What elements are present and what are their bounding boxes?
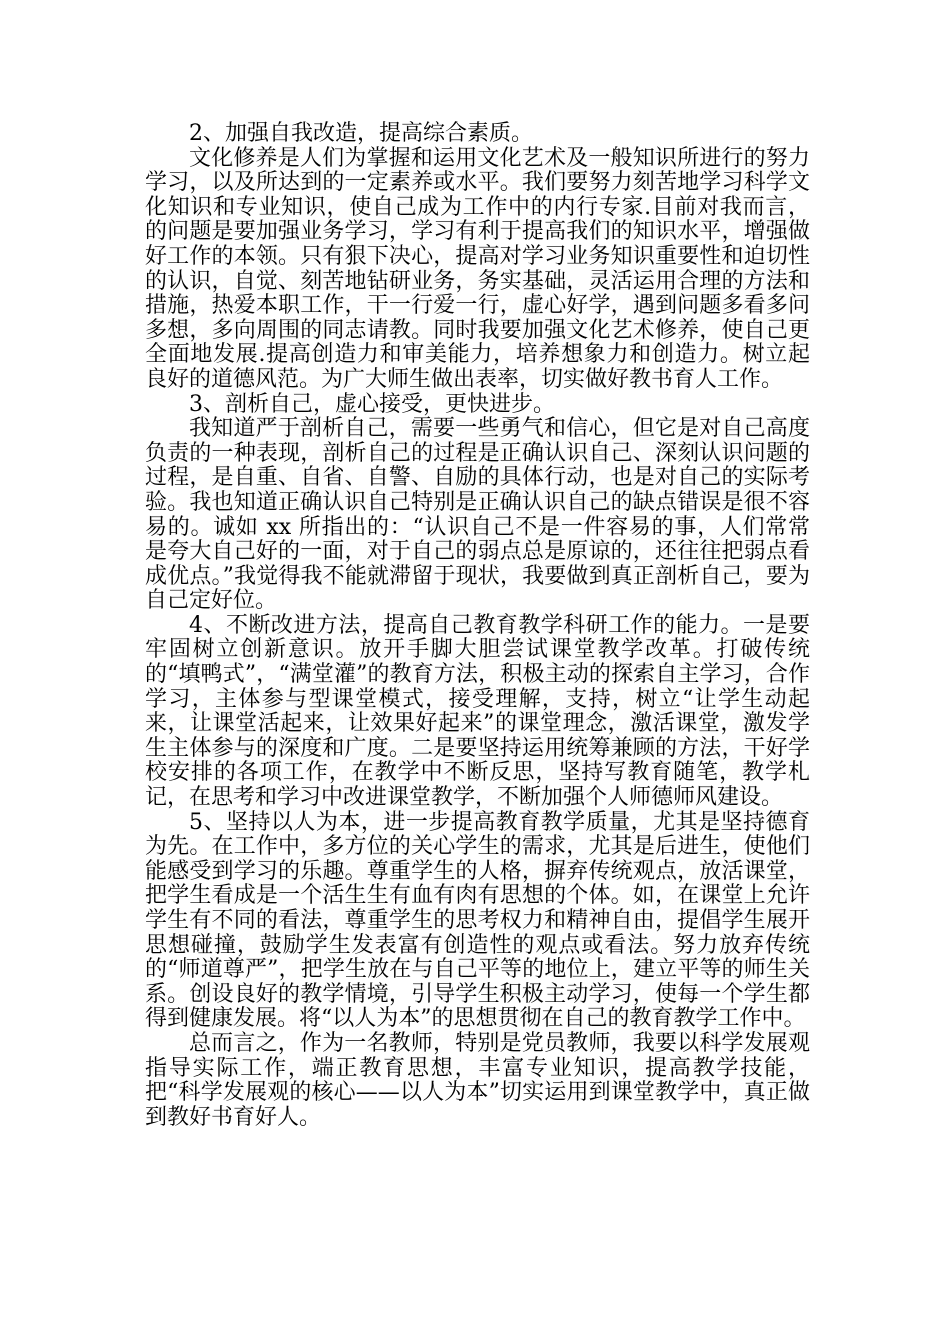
document-body: [145, 122, 810, 1130]
paragraph-section-4: 4、不断改进方法，提高自己教育教学科研工作的能力。一是要牢固树立创新意识。放开手脚大胆尝试课堂教学改革。打破传统的“填鸭式”，“满堂灌”的教育方法，积极主动的探索自主学习，合作学习，主体参与型课堂模式，接受理解，支持，树立“让学生动起来，让课堂活起来，让效果好起来”的课堂理念，激活课堂，激发学生主体参与的深度和广度。二是要坚持运用统筹兼顾的方法，干好学校安排的各项工作，在教学中不断反思，坚持写教育随笔，教学札记，在思考和学习中改进课堂教学，不断加强个人师德师风建设。: [145, 612, 810, 811]
section-heading-3: 3、剖析自己，虚心接受，更快进步。: [189, 391, 555, 417]
section-heading-2: 2、加强自我改造，提高综合素质。: [189, 121, 533, 146]
paragraph-conclusion: 总而言之，作为一名教师，特别是党员教师，我要以科学发展观指导实际工作，端正教育思想，丰富专业知识，提高教学技能，把“科学发展观的核心——以人为本”切实运用到课堂教学中，真正做到教好书育好人。: [145, 1030, 810, 1130]
paragraph-cultural-cultivation: 文化修养是人们为掌握和运用文化艺术及一般知识所进行的努力学习，以及所达到的一定素养或水平。我们要努力刻苦地学习科学文化知识和专业知识，使自己成为工作中的内行专家.目前对我而言，的问题是要加强业务学习，学习有利于提高我们的知识水平，增强做好工作的本领。只有狠下决心，提高对学习业务知识重要性和迫切性的认识，自觉、刻苦地钻研业务，务实基础，灵活运用合理的方法和措施，热爱本职工作，干一行爱一行，虚心好学，遇到问题多看多问多想，多向周围的同志请教。同时我要加强文化艺术修养，使自己更全面地发展.提高创造力和审美能力，培养想象力和创造力。树立起良好的道德风范。为广大师生做出表率，切实做好教书育人工作。: [145, 145, 810, 392]
paragraph-self-analysis: 我知道严于剖析自己，需要一些勇气和信心，但它是对自己高度负责的一种表现，剖析自己的过程是正确认识自己、深刻认识问题的过程，是自重、自省、自警、自励的具体行动，也是对自己的实际考验。我也知道正确认识自己特别是正确认识自己的缺点错误是很不容易的。诚如 xx 所指出的：“认识自己不是一件容易的事，人们常常是夸大自己好的一面，对于自己的弱点总是原谅的，还往往把弱点看成优点。”我觉得我不能就滞留于现状，我要做到真正剖析自己，要为自己定好位。: [145, 416, 810, 614]
paragraph-section-5: 5、坚持以人为本，进一步提高教育教学质量，尤其是坚持德育为先。在工作中，多方位的关心学生的需求，尤其是后进生，使他们能感受到学习的乐趣。尊重学生的人格，摒弃传统观点，放活课堂，把学生看成是一个活生生有血有肉有思想的个体。如，在课堂上允许学生有不同的看法，尊重学生的思考权力和精神自由，提倡学生展开思想碰撞，鼓励学生发表富有创造性的观点或看法。努力放弃传统的“师道尊严”，把学生放在与自己平等的地位上，建立平等的师生关系。创设良好的教学情境，引导学生积极主动学习，使每一个学生都得到健康发展。将“以人为本”的思想贯彻在自己的教育教学工作中。: [145, 809, 810, 1032]
